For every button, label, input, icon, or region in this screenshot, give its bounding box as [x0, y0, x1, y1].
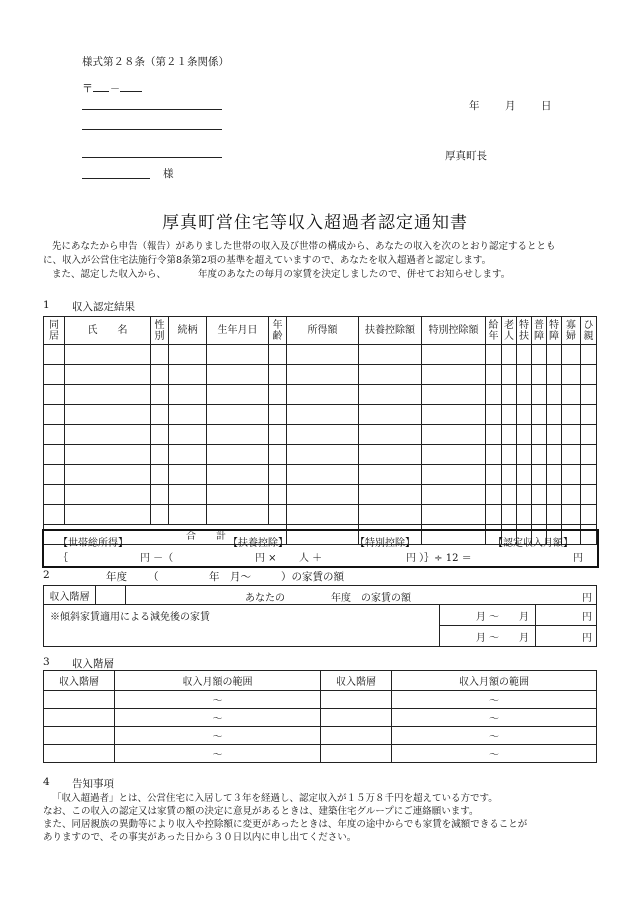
col-kafu: 寡 婦 [562, 317, 581, 345]
col-class-left: 収入階層 [44, 671, 115, 691]
calc-household-income-label: 【世帯総所得】 [58, 538, 128, 549]
date-day: 日 [541, 100, 552, 112]
reduced-yen-2: 円 [536, 626, 597, 647]
section1-heading: 収入認定結果 [72, 301, 135, 313]
table-row [44, 709, 597, 727]
address-line-3 [82, 157, 222, 158]
sender: 厚真町長 [445, 150, 487, 162]
col-range-left: 収入月額の範囲 [115, 671, 321, 691]
intro-line-1: 先にあなたから申告（報告）がありました世帯の収入及び世帯の構成から、あなたの収入を次のとおり認定するととも [52, 241, 556, 252]
col-ro: 老 人 [502, 317, 517, 345]
table-row [44, 425, 597, 445]
notice-line-3: また、同居親族の異動等により収入や控除額に変更があったときは、年度の途中からでも家賃を減額できることが [43, 819, 528, 830]
table-row [44, 445, 597, 465]
col-name: 氏 名 [65, 317, 151, 345]
range-tilde: ～ [115, 745, 321, 763]
col-income: 所得額 [287, 317, 359, 345]
postal-mark: 〒 [82, 82, 93, 95]
section2-heading-b: （ [148, 571, 159, 583]
range-tilde: ～ [392, 709, 597, 727]
calc-dependent-label: 【扶養控除】 [228, 538, 288, 549]
col-special: 特別控除額 [422, 317, 486, 345]
document-title: 厚真町営住宅等収入超過者認定通知書 [162, 213, 468, 233]
col-tokufu: 特 扶 [517, 317, 532, 345]
range-tilde: ～ [115, 727, 321, 745]
class-header-row [44, 671, 597, 691]
range-tilde: ～ [392, 691, 597, 709]
intro-line-3b: 年度のあなたの毎月の家賃を決定しましたので、併せてお知らせします。 [198, 269, 511, 280]
table-row [44, 745, 597, 763]
table-row [44, 505, 597, 525]
section4-number: 4 [43, 776, 50, 788]
calc-special-label: 【特別控除】 [355, 538, 415, 549]
table-row [44, 365, 597, 385]
notice-text [43, 792, 527, 844]
col-fusho: 普 障 [532, 317, 547, 345]
month-range-2: 月 ～ 月 [440, 626, 536, 647]
calc-people: 人 ＋ [299, 553, 323, 564]
intro-line-3a: また、認定した収入から、 [52, 269, 167, 280]
calc-yen-1: 円 －（ [140, 553, 174, 564]
address-line-1 [82, 109, 222, 110]
table-row [44, 345, 597, 365]
calc-yen-3: 円 ）｝÷ 12 ＝ [406, 553, 472, 564]
section1-number: 1 [43, 299, 50, 311]
section2-heading-c: 年 月～ [209, 571, 251, 583]
calc-yen-4: 円 [573, 553, 583, 564]
your-rent-label-a: あなたの [245, 593, 285, 604]
date-year: 年 [469, 100, 480, 112]
total-label: 合 計 [44, 525, 287, 545]
col-tokusho: 特 障 [547, 317, 562, 345]
calc-open-brace: ｛ [58, 553, 68, 564]
postal-dash: － [110, 84, 120, 95]
income-result-table [43, 316, 597, 545]
postal-code-line-1 [93, 91, 109, 92]
section2-heading-d: ）の家賃の額 [281, 571, 344, 583]
table-row [44, 485, 597, 505]
your-rent-cell [126, 586, 597, 605]
table-row [44, 691, 597, 709]
income-class-table [43, 670, 597, 763]
calc-yen-2: 円 × [255, 553, 277, 564]
range-tilde: ～ [392, 745, 597, 763]
section2-number: 2 [43, 569, 50, 581]
calculation-box [42, 529, 599, 568]
col-dokyo: 同 居 [44, 317, 65, 345]
range-tilde: ～ [115, 709, 321, 727]
your-rent-yen: 円 [582, 593, 593, 604]
col-age: 年 齢 [269, 317, 287, 345]
col-kyu: 給 年 [486, 317, 502, 345]
address-line-2 [82, 129, 222, 130]
notice-line-1: 「収入超過者」とは、公営住宅に入居して３年を経過し、認定収入が１５万８千円を超えている方です。 [52, 793, 498, 804]
col-birth: 生年月日 [207, 317, 269, 345]
table-row [44, 405, 597, 425]
table-row [44, 385, 597, 405]
form-number: 様式第２８条（第２１条関係） [82, 56, 229, 68]
col-sex: 性 別 [151, 317, 169, 345]
month-range-1: 月 ～ 月 [440, 605, 536, 626]
recipient-line [82, 178, 150, 179]
intro-line-2: に、収入が公営住宅法施行令第8条第2項の基準を超えていますので、あなたを収入超過者と認定します。 [43, 255, 492, 266]
col-relation: 続柄 [169, 317, 207, 345]
postal-code-line-2 [120, 91, 142, 92]
col-range-right: 収入月額の範囲 [392, 671, 597, 691]
col-class-right: 収入階層 [321, 671, 392, 691]
rent-table [43, 585, 597, 647]
section3-heading: 収入階層 [72, 658, 114, 670]
notice-line-2: なお、この収入の認定又は家賃の額の決定に意見があるときは、建築住宅グループにご連絡願います。 [43, 806, 479, 817]
date-month: 月 [505, 100, 516, 112]
reduced-row-1 [44, 605, 597, 626]
range-tilde: ～ [392, 727, 597, 745]
col-hitori: ひ 親 [581, 317, 597, 345]
reduced-rent-label: ※傾斜家賃適用による減免後の家賃 [44, 605, 440, 647]
range-tilde: ～ [115, 691, 321, 709]
section4-heading: 告知事項 [72, 778, 114, 790]
col-dependent: 扶養控除額 [359, 317, 422, 345]
table-row [44, 465, 597, 485]
your-rent-label-b: 年度 の家賃の額 [331, 593, 411, 604]
income-class-label: 収入階層 [44, 586, 96, 605]
table-row [44, 727, 597, 745]
section3-number: 3 [43, 656, 50, 668]
rent-row [44, 586, 597, 605]
honorific: 様 [163, 168, 174, 180]
notice-line-4: ありますので、その事実があった日から３０日以内に申し出てください。 [43, 832, 357, 843]
section2-heading-a: 年度 [106, 571, 127, 583]
calc-certified-monthly-label: 【認定収入月額】 [493, 538, 573, 549]
table-header-row [44, 317, 597, 345]
reduced-yen-1: 円 [536, 605, 597, 626]
